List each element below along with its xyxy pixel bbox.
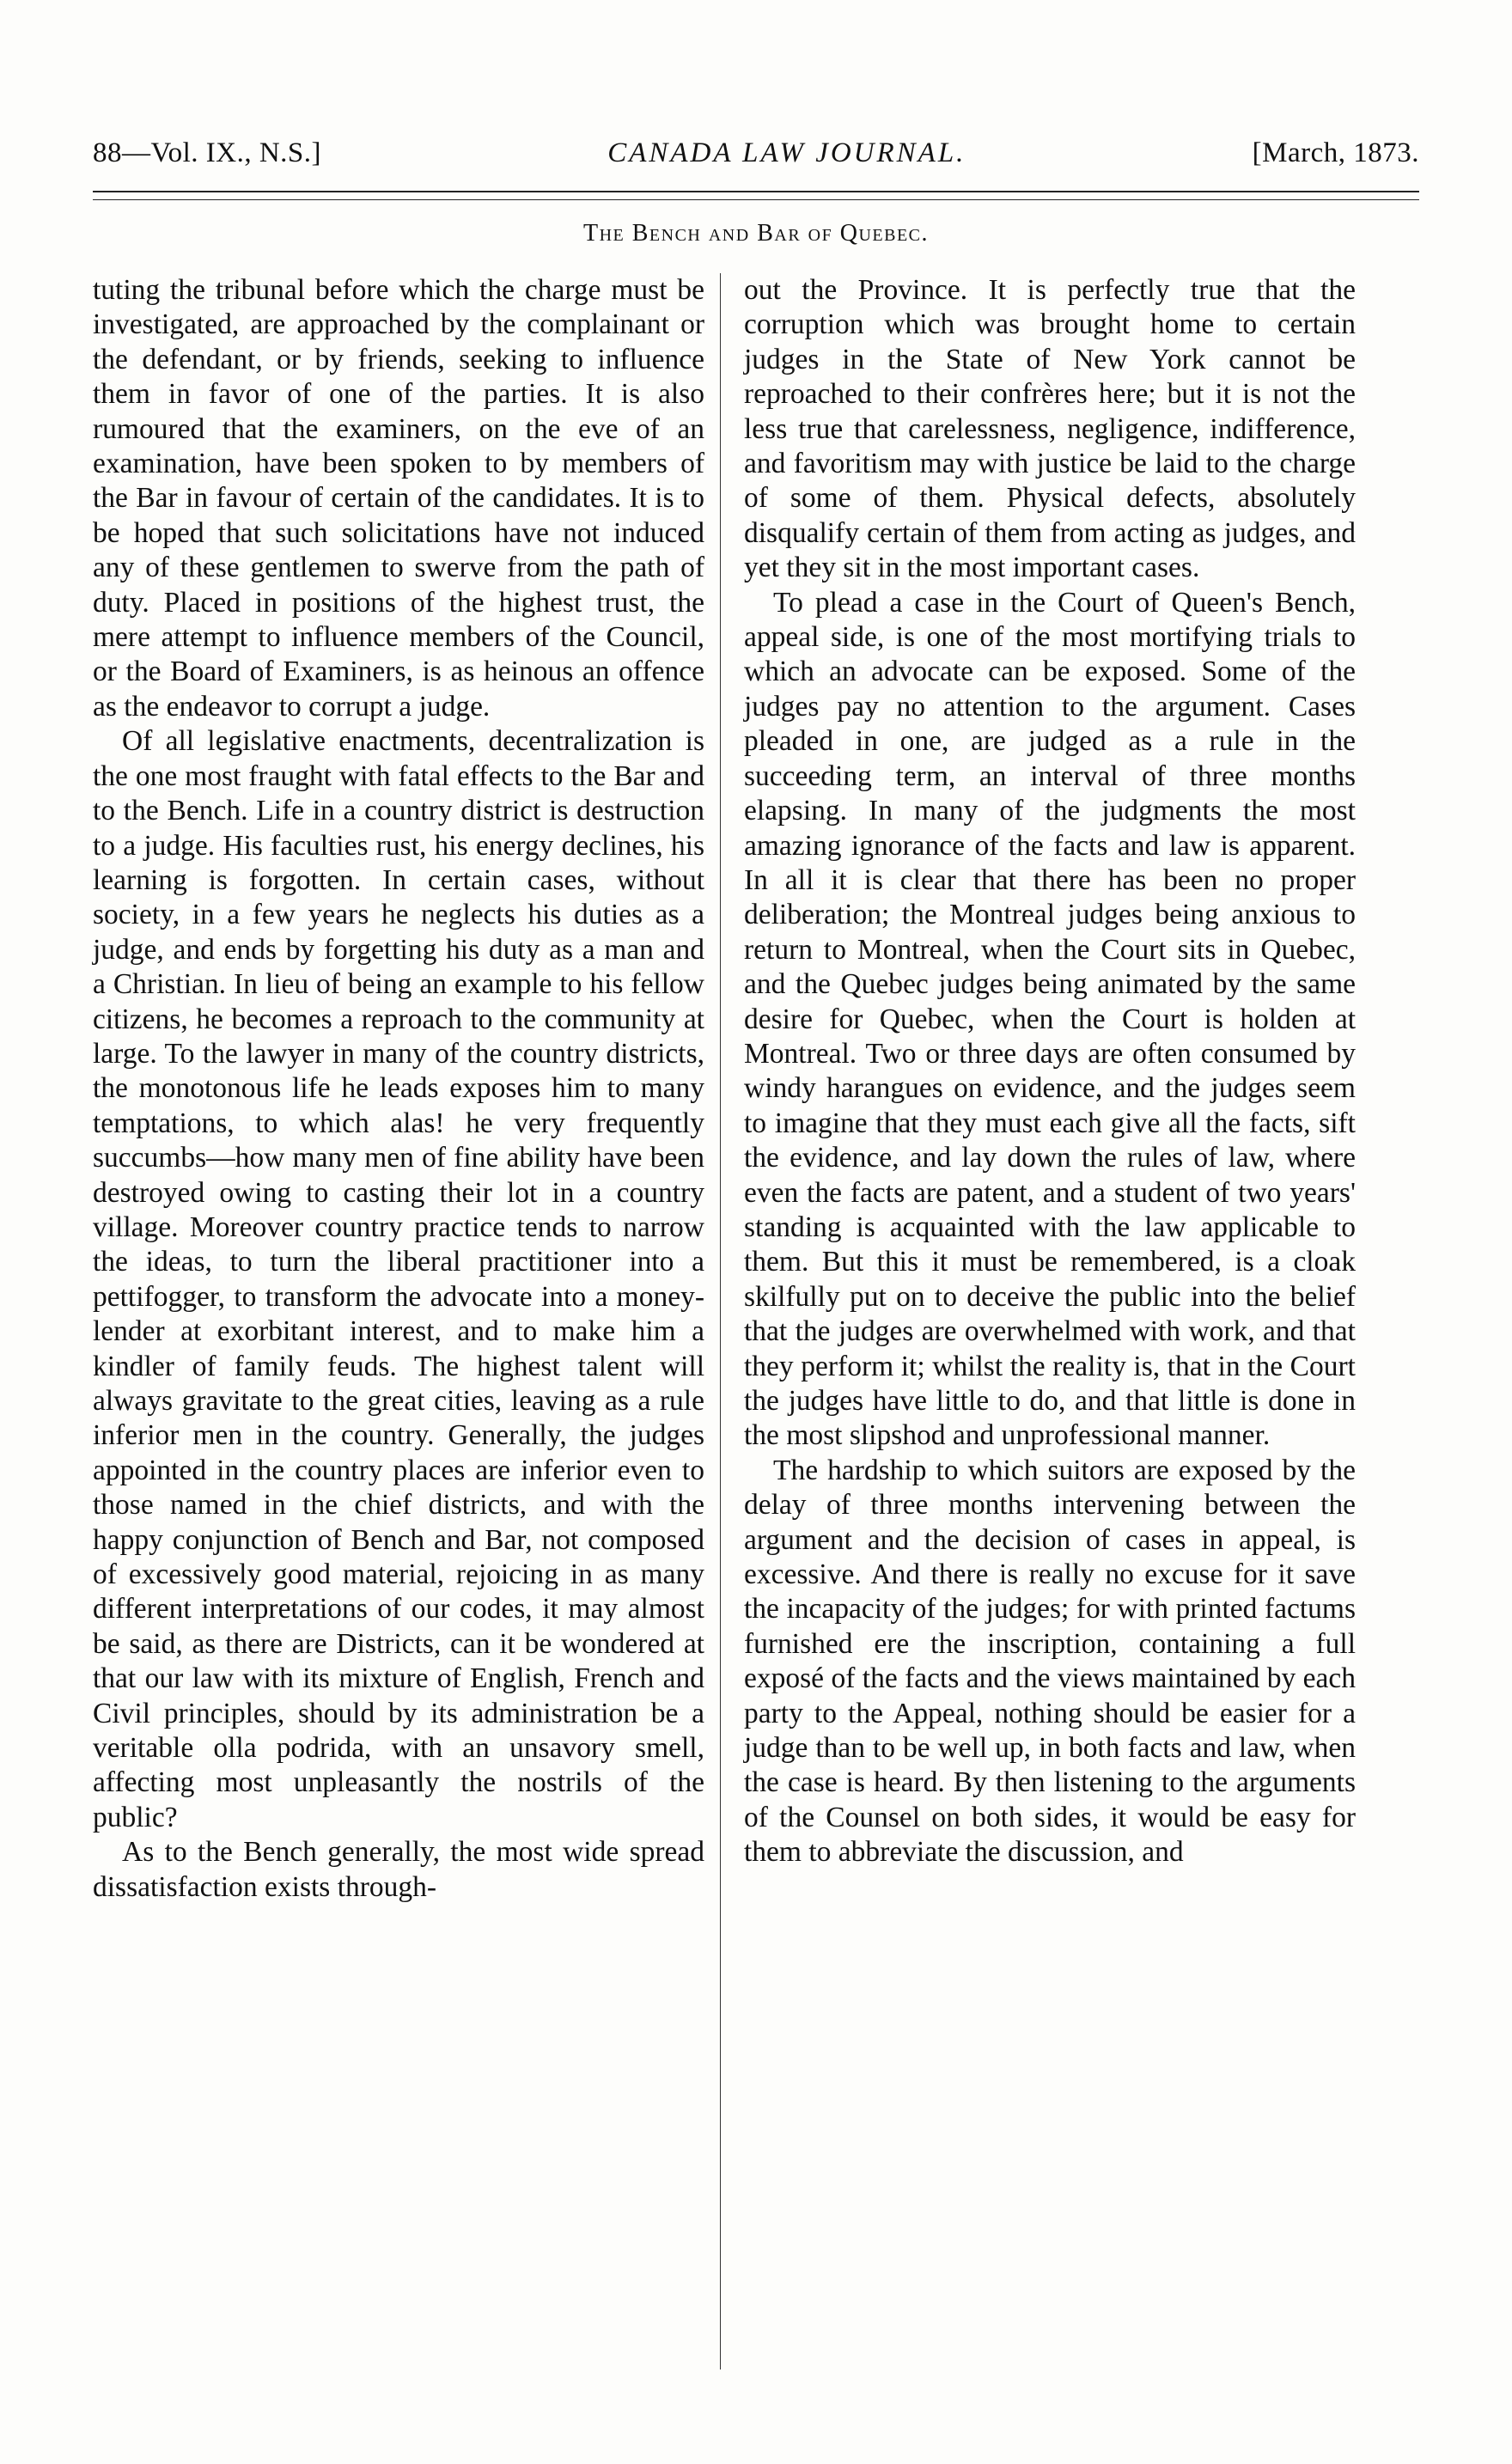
journal-title: CANADA LAW JOURNAL. <box>607 137 966 168</box>
left-column <box>93 273 704 1905</box>
column-divider <box>720 273 721 2369</box>
paragraph: Of all legislative enactments, decentralization is the one most fraught with fatal effects to the Bar and to the Bench. Life in a country district is destruction to a judge. His faculties rust, his energy declines, his learning is forgotten. In certain cases, without society, in a few years he neglects his duties as a judge, and ends by forgetting his duty as a man and a Christian. In lieu of being an example to his fellow citizens, he becomes a reproach to the community at large. To the lawyer in many of the country districts, the monotonous life he leads exposes him to many temptations, to which alas! he very frequently succumbs—how many men of fine ability have been destroyed owing to casting their lot in a country village. Moreover country practice tends to narrow the ideas, to turn the liberal practitioner into a pettifogger, to transform the advocate into a money-lender at exorbitant interest, and to make him a kindler of family feuds. The highest talent will always gravitate to the great cities, leaving as a rule inferior men in the country. Generally, the judges appointed in the country places are inferior even to those named in the chief districts, and with the happy conjunction of Bench and Bar, not composed of excessively good material, rejoicing in as many different interpretations of our codes, it may almost be said, as there are Districts, can it be wondered at that our law with its mixture of English, French and Civil principles, should by its administration be a veritable olla podrida, with an unsavory smell, affecting most unpleasantly the nostrils of the public? <box>93 725 704 1833</box>
issue-date: [March, 1873. <box>1252 137 1419 168</box>
paragraph: The hardship to which suitors are exposed by the delay of three months intervening between the argument and the decision of cases in appeal, is excessive. And there is really no excuse for it save the incapacity of the judges; for with printed factums furnished ere the inscription, containing a full exposé of the facts and the views maintained by each party to the Appeal, nothing should be easier for a judge than to be well up, in both facts and law, when the case is heard. By then listening to the arguments of the Counsel on both sides, it would be easy for them to abbreviate the discussion, and <box>744 1454 1356 1869</box>
volume-label: 88—Vol. IX., N.S.] <box>93 137 321 168</box>
section-title: The Bench and Bar of Quebec. <box>582 220 929 247</box>
page-header <box>93 137 1419 169</box>
paragraph: As to the Bench generally, the most wide spread dissatisfaction exists through- <box>93 1836 704 1903</box>
paragraph: To plead a case in the Court of Queen's Bench, appeal side, is one of the most mortifying trials to which an advocate can be exposed. Some of the judges pay no attention to the argument. Cases pleaded in one, are judged as a rule in the succeeding term, an interval of three months elapsing. In many of the judgments the most amazing ignorance of the facts and law is apparent. In all it is clear that there has been no proper deliberation; the Montreal judges being anxious to return to Montreal, when the Court sits in Quebec, and the Quebec judges being animated by the same desire for Quebec, when the Court is holden at Montreal. Two or three days are often consumed by windy harangues on evidence, and the judges seem to imagine that they must each give all the facts, sift the evidence, and lay down the rules of law, where even the facts are patent, and a student of two years' standing is acquainted with the law applicable to them. But this it must be remembered, is a cloak skilfully put on to deceive the public into the belief that the judges are overwhelmed with work, and that they perform it; whilst the reality is, that in the Court the judges have little to do, and that little is done in the most slipshod and unprofessional manner. <box>744 586 1356 1452</box>
right-column <box>744 273 1356 1870</box>
paragraph: tuting the tribunal before which the charge must be investigated, are approached by the complainant or the defendant, or by friends, seeking to influence them in favor of one of the parties. It is also rumoured that the examiners, on the eve of an examination, have been spoken to by members of the Bar in favour of certain of the candidates. It is to be hoped that such solicitations have not induced any of these gentlemen to swerve from the path of duty. Placed in positions of the highest trust, the mere attempt to influence members of the Council, or the Board of Examiners, is as heinous an offence as the endeavor to corrupt a judge. <box>93 274 704 723</box>
header-rule-thin <box>93 199 1419 200</box>
paragraph: out the Province. It is perfectly true that the corruption which was brought home to certain judges in the State of New York cannot be reproached to their confrères here; but it is not the less true that carelessness, negligence, indifference, and favoritism may with justice be laid to the charge of some of them. Physical defects, absolutely disqualify certain of them from acting as judges, and yet they sit in the most important cases. <box>744 274 1356 584</box>
header-rule-thick <box>93 191 1419 192</box>
